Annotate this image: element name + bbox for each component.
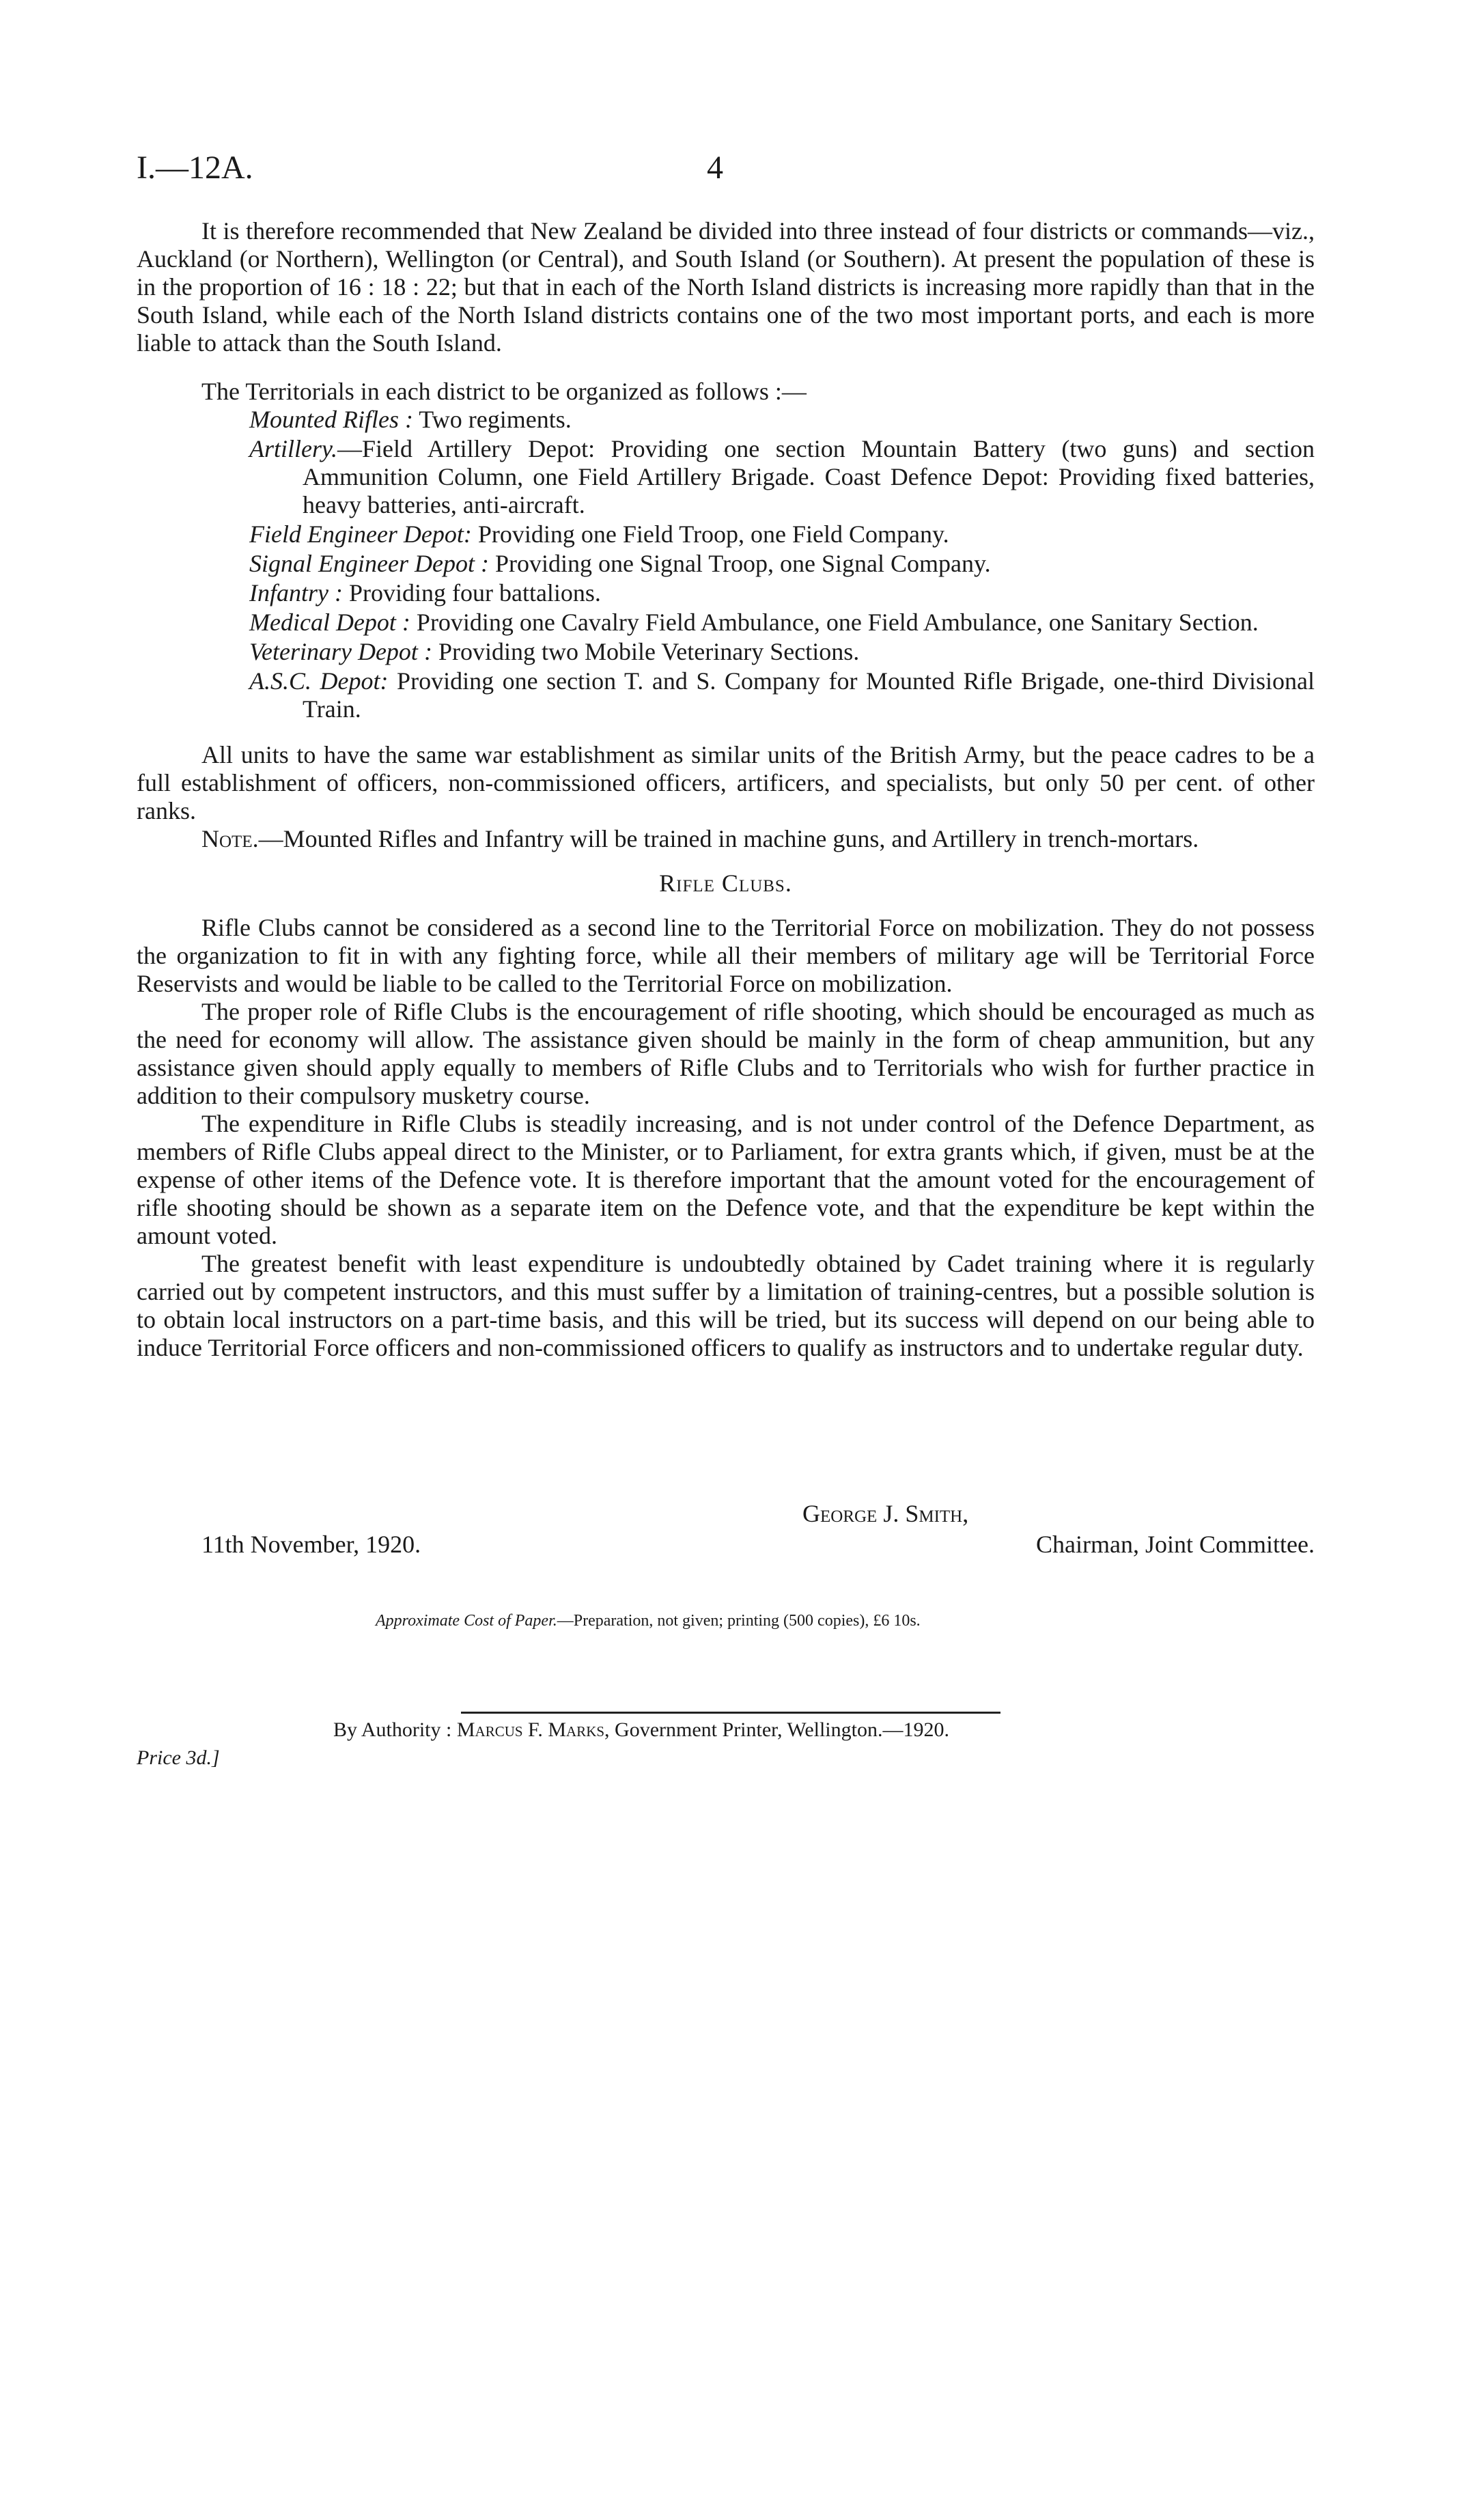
footer-divider bbox=[461, 1712, 1000, 1714]
cost-label: Approximate Cost of Paper. bbox=[376, 1612, 557, 1630]
document-reference: I.—12A. bbox=[137, 150, 253, 186]
rifle-clubs-paragraph: The expenditure in Rifle Clubs is steadily increasing, and is not under control of the Defence Department, as members of Rifle Clubs appeal direct to the Minister, or to Parliament, for extra grants which, if given, must be at the expense of other items of the Defence vote. It is therefore important that the amount voted for the encouragement of rifle shooting should be shown as a separate item on the Defence vote, and that the expenditure be kept within the amount voted. bbox=[137, 1110, 1315, 1249]
unit-text: Providing two Mobile Veterinary Sections. bbox=[432, 638, 860, 665]
unit-label: Artillery. bbox=[249, 435, 337, 462]
unit-label: Veterinary Depot : bbox=[249, 638, 432, 665]
authority-prefix: By Authority : bbox=[333, 1718, 457, 1741]
signatory-title: Chairman, Joint Committee. bbox=[1036, 1531, 1315, 1558]
note-text: —Mounted Rifles and Infantry will be trained in machine guns, and Artillery in trench-mortars. bbox=[258, 825, 1199, 852]
unit-text: Providing one section T. and S. Company for Mounted Rifle Brigade, one-third Divisional Train. bbox=[303, 667, 1315, 723]
printer-authority bbox=[333, 1718, 949, 1742]
list-item bbox=[249, 667, 1315, 723]
price: Price 3d.] bbox=[137, 1746, 220, 1769]
list-item bbox=[249, 520, 1315, 548]
note-label: Note. bbox=[201, 825, 259, 852]
intro-paragraph: It is therefore recommended that New Zealand be divided into three instead of four districts or commands—viz., Auckland (or Northern), Wellington (or Central), and South Island (or Southern). At present the population of these is in the proportion of 16 : 18 : 22; but that in each of the North Island districts is increasing more rapidly than that in the South Island, while each of the North Island districts contains one of the two most important ports, and each is more liable to attack than the South Island. bbox=[137, 217, 1315, 357]
unit-text: Two regiments. bbox=[412, 406, 572, 433]
unit-text: Providing one Cavalry Field Ambulance, one Field Ambulance, one Sanitary Section. bbox=[410, 609, 1259, 636]
unit-text: Providing four battalions. bbox=[342, 579, 601, 607]
note-paragraph bbox=[137, 825, 1315, 853]
list-item bbox=[249, 638, 1315, 666]
page-number: 4 bbox=[707, 150, 723, 186]
printer-name: Marcus F. Marks bbox=[456, 1718, 605, 1741]
rifle-clubs-paragraph: The proper role of Rifle Clubs is the encouragement of rifle shooting, which should be encouraged as much as the need for economy will allow. The assistance given should be mainly in the form of cheap ammunition, but any assistance given should apply equally to members of Rifle Clubs and to Territorials who wish for further practice in addition to their compulsory musketry course. bbox=[137, 998, 1315, 1109]
unit-list bbox=[137, 406, 1315, 723]
unit-text: Providing one Field Troop, one Field Company. bbox=[471, 520, 949, 548]
unit-label: Field Engineer Depot: bbox=[249, 520, 472, 548]
territorials-intro: The Territorials in each district to be organized as follows :— bbox=[201, 378, 807, 405]
unit-label: Mounted Rifles : bbox=[249, 406, 413, 433]
signatory-name: George J. Smith, bbox=[802, 1500, 969, 1527]
rifle-clubs-paragraph: Rifle Clubs cannot be considered as a second line to the Territorial Force on mobilization. They do not possess the organization to fit in with any fighting force, while all their members of military age will be Territorial Force Reservists and would be liable to be called to the Territorial Force on mobilization. bbox=[137, 914, 1315, 997]
authority-suffix: , Government Printer, Wellington.—1920. bbox=[604, 1718, 949, 1741]
unit-label: A.S.C. Depot: bbox=[249, 667, 389, 695]
unit-text: Providing one Signal Troop, one Signal Company. bbox=[488, 550, 991, 577]
rifle-clubs-paragraph: The greatest benefit with least expenditure is undoubtedly obtained by Cadet training where it is regularly carried out by competent instructors, and this must suffer by a limitation of training-centres, but a possible solution is to obtain local instructors on a part-time basis, and this will be tried, but its success will depend on our being able to induce Territorial Force officers and non-commissioned officers to qualify as instructors and to undertake regular duty. bbox=[137, 1250, 1315, 1361]
list-item bbox=[249, 435, 1315, 519]
main-text bbox=[137, 217, 1315, 1362]
section-heading-rifle-clubs: Rifle Clubs. bbox=[659, 869, 792, 897]
list-item bbox=[249, 609, 1315, 637]
unit-label: Signal Engineer Depot : bbox=[249, 550, 489, 577]
establishment-paragraph: All units to have the same war establishment as similar units of the British Army, but the peace cadres to be a full establishment of officers, non-commissioned officers, artificers, and specialists, but only 50 per cent. of other ranks. bbox=[137, 741, 1315, 824]
signature-block bbox=[137, 1499, 1315, 1574]
unit-label: Infantry : bbox=[249, 579, 343, 607]
list-item bbox=[249, 550, 1315, 578]
list-item bbox=[249, 406, 1315, 434]
cost-of-paper bbox=[376, 1612, 921, 1630]
unit-label: Medical Depot : bbox=[249, 609, 410, 636]
cost-text: —Preparation, not given; printing (500 copies), £6 10s. bbox=[557, 1612, 921, 1630]
unit-text: —Field Artillery Depot: Providing one section Mountain Battery (two guns) and section Ammunition Column, one Field Artillery Brigade. Coast Defence Depot: Providing fixed batteries, heavy batteries, anti-aircraft. bbox=[303, 435, 1315, 518]
signature-date: 11th November, 1920. bbox=[201, 1531, 421, 1558]
list-item bbox=[249, 579, 1315, 607]
